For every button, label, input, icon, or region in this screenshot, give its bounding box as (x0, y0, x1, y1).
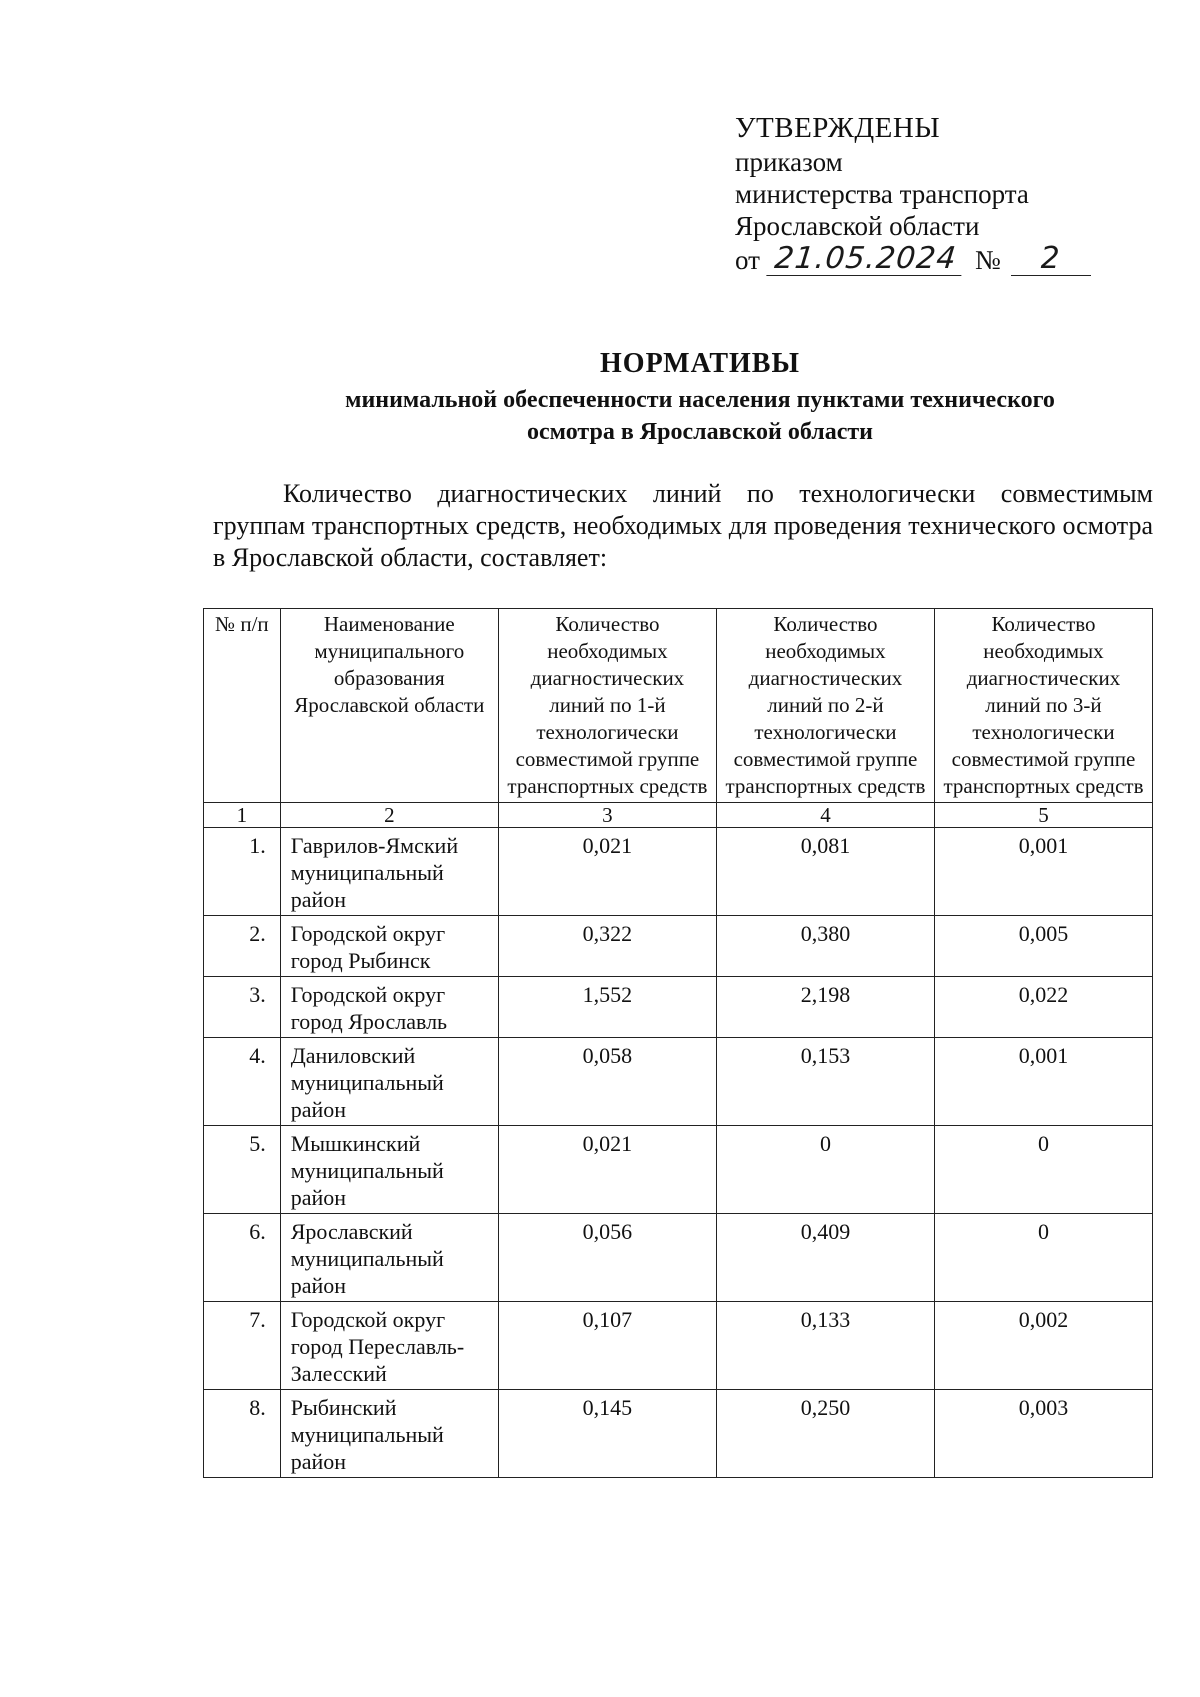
table-row (204, 977, 1153, 1038)
municipality-name: Городской округ город Ярославль (280, 977, 498, 1038)
approval-line-ministry: министерства транспорта (735, 179, 1029, 209)
approval-date-number-line (735, 241, 1091, 276)
group-1-value: 0,021 (498, 1126, 716, 1214)
table-row (204, 1302, 1153, 1390)
column-number: 3 (498, 803, 716, 828)
group-3-value: 0,022 (934, 977, 1152, 1038)
header-group-3: Количество необходимых диагностических линий по 3-й технологически совместимой группе транспортных средств (934, 609, 1152, 803)
municipality-name: Городской округ город Рыбинск (280, 916, 498, 977)
municipality-name: Мышкинский муниципальный район (280, 1126, 498, 1214)
approval-line-region: Ярославской области (735, 211, 980, 241)
row-number: 6. (204, 1214, 281, 1302)
municipality-name: Ярославский муниципальный район (280, 1214, 498, 1302)
handwritten-date: 21.05.2024 (766, 244, 964, 276)
table-row (204, 1126, 1153, 1214)
municipality-name: Рыбинский муниципальный район (280, 1390, 498, 1478)
group-1-value: 0,322 (498, 916, 716, 977)
column-number: 4 (716, 803, 934, 828)
row-number: 3. (204, 977, 281, 1038)
table-row (204, 916, 1153, 977)
approval-line-order: приказом (735, 147, 843, 177)
handwritten-number: 2 (1011, 244, 1091, 276)
column-number: 1 (204, 803, 281, 828)
table-row (204, 828, 1153, 916)
approval-heading: УТВЕРЖДЕНЫ (735, 112, 941, 144)
municipality-name: Гаврилов-Ямский муниципальный район (280, 828, 498, 916)
group-2-value: 0,133 (716, 1302, 934, 1390)
group-3-value: 0,003 (934, 1390, 1152, 1478)
header-group-1: Количество необходимых диагностических линий по 1-й технологически совместимой группе транспортных средств (498, 609, 716, 803)
group-1-value: 0,107 (498, 1302, 716, 1390)
subtitle-line-1: минимальной обеспеченности населения пунктами технического (345, 387, 1055, 413)
group-2-value: 0,380 (716, 916, 934, 977)
group-3-value: 0,001 (934, 1038, 1152, 1126)
header-group-2: Количество необходимых диагностических линий по 2-й технологически совместимой группе транспортных средств (716, 609, 934, 803)
group-2-value: 0,081 (716, 828, 934, 916)
row-number: 7. (204, 1302, 281, 1390)
table-row (204, 1214, 1153, 1302)
group-1-value: 1,552 (498, 977, 716, 1038)
row-number: 1. (204, 828, 281, 916)
row-number: 4. (204, 1038, 281, 1126)
table-header-row (204, 609, 1153, 803)
table-row (204, 1390, 1153, 1478)
column-number: 2 (280, 803, 498, 828)
number-label: № (974, 245, 1001, 275)
row-number: 2. (204, 916, 281, 977)
row-number: 8. (204, 1390, 281, 1478)
subtitle-line-2: осмотра в Ярославской области (527, 419, 873, 445)
group-2-value: 2,198 (716, 977, 934, 1038)
group-1-value: 0,021 (498, 828, 716, 916)
group-1-value: 0,056 (498, 1214, 716, 1302)
intro-paragraph: Количество диагностических линий по технологически совместимым группам транспортных средств, необходимых для проведения технического осмотра в Ярославской области, составляет: (213, 479, 1153, 572)
document-title: НОРМАТИВЫ (600, 348, 800, 379)
group-1-value: 0,145 (498, 1390, 716, 1478)
norms-table (203, 608, 1153, 1478)
group-3-value: 0 (934, 1126, 1152, 1214)
column-number: 5 (934, 803, 1152, 828)
group-3-value: 0,005 (934, 916, 1152, 977)
group-3-value: 0 (934, 1214, 1152, 1302)
municipality-name: Городской округ город Переславль-Залесский (280, 1302, 498, 1390)
group-3-value: 0,002 (934, 1302, 1152, 1390)
group-2-value: 0 (716, 1126, 934, 1214)
group-2-value: 0,153 (716, 1038, 934, 1126)
approval-block (735, 112, 1091, 276)
group-2-value: 0,250 (716, 1390, 934, 1478)
column-number-row (204, 803, 1153, 828)
municipality-name: Даниловский муниципальный район (280, 1038, 498, 1126)
row-number: 5. (204, 1126, 281, 1214)
document-subtitle (200, 384, 1200, 448)
group-2-value: 0,409 (716, 1214, 934, 1302)
group-3-value: 0,001 (934, 828, 1152, 916)
header-municipality: Наименование муниципального образования Ярославской области (280, 609, 498, 803)
group-1-value: 0,058 (498, 1038, 716, 1126)
table-row (204, 1038, 1153, 1126)
from-label: от (735, 245, 760, 275)
header-number: № п/п (204, 609, 281, 803)
